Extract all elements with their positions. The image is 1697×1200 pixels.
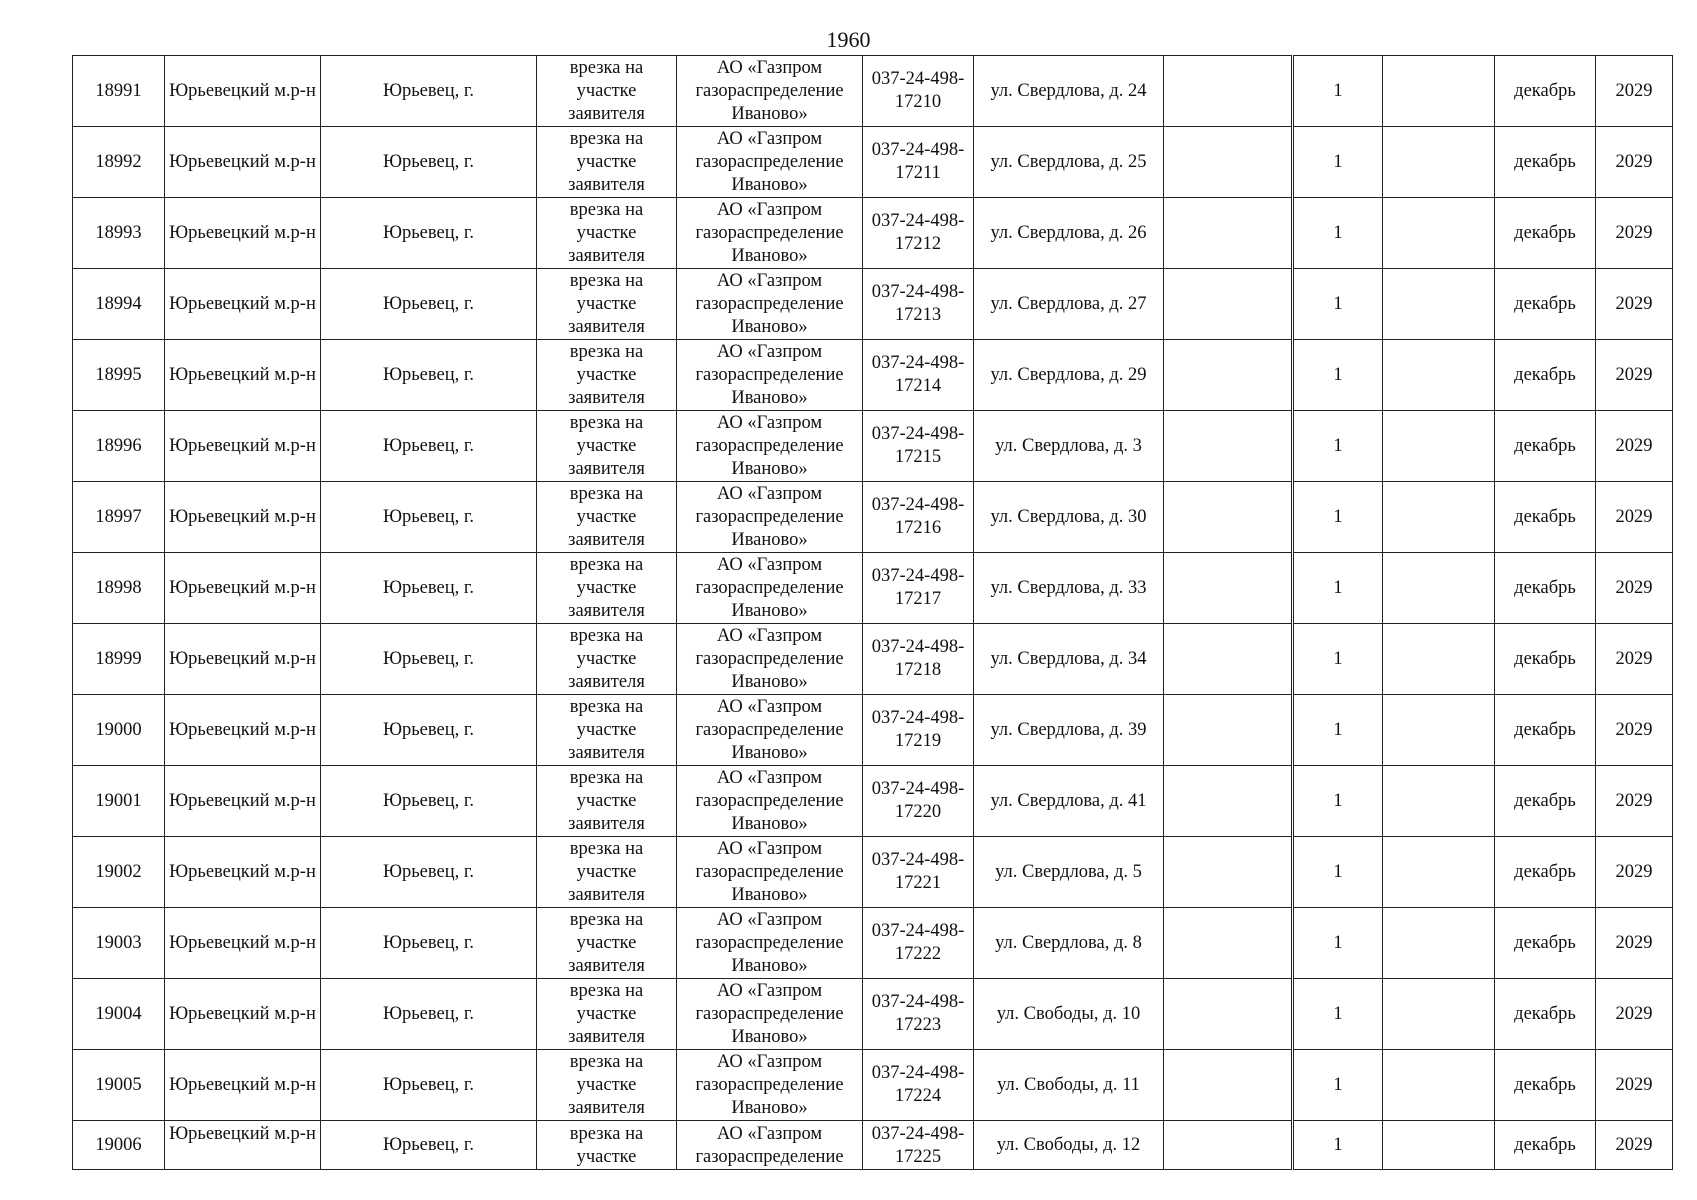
city-cell: Юрьевец, г.: [321, 979, 537, 1050]
object-code-cell: 037-24-498-17218: [863, 624, 974, 695]
year-cell: 2029: [1596, 56, 1673, 127]
quantity-cell: 1: [1294, 340, 1383, 411]
city-cell: Юрьевец, г.: [321, 1121, 537, 1170]
address-cell: ул. Свердлова, д. 29: [974, 340, 1164, 411]
object-code-cell: 037-24-498-17220: [863, 766, 974, 837]
row-number: 19002: [73, 837, 165, 908]
month-cell: декабрь: [1495, 695, 1596, 766]
table-row: [73, 411, 1673, 482]
empty-cell: [1383, 56, 1495, 127]
connection-method-cell: врезка на участке заявителя: [537, 695, 677, 766]
district-cell: Юрьевецкий м.р-н: [165, 908, 321, 979]
quantity-cell: 1: [1294, 482, 1383, 553]
address-cell: ул. Свободы, д. 12: [974, 1121, 1164, 1170]
quantity-cell: 1: [1294, 837, 1383, 908]
district-cell: Юрьевецкий м.р-н: [165, 1050, 321, 1121]
connection-method-cell: врезка на участке заявителя: [537, 411, 677, 482]
empty-cell: [1383, 482, 1495, 553]
city-cell: Юрьевец, г.: [321, 56, 537, 127]
row-number: 19004: [73, 979, 165, 1050]
table-row: [73, 1050, 1673, 1121]
object-code-cell: 037-24-498-17211: [863, 127, 974, 198]
district-cell: Юрьевецкий м.р-н: [165, 1121, 321, 1170]
connection-method-cell: врезка на участке заявителя: [537, 56, 677, 127]
city-cell: Юрьевец, г.: [321, 1050, 537, 1121]
organization-cell: АО «Газпром газораспределение Иваново»: [677, 979, 863, 1050]
city-cell: Юрьевец, г.: [321, 837, 537, 908]
empty-cell: [1164, 1050, 1292, 1121]
row-number: 18993: [73, 198, 165, 269]
connection-method-cell: врезка на участке заявителя: [537, 979, 677, 1050]
table-row: [73, 624, 1673, 695]
object-code-cell: 037-24-498-17224: [863, 1050, 974, 1121]
object-code-cell: 037-24-498-17225: [863, 1121, 974, 1170]
connection-method-cell: врезка на участке заявителя: [537, 340, 677, 411]
address-cell: ул. Свердлова, д. 41: [974, 766, 1164, 837]
empty-cell: [1383, 198, 1495, 269]
district-cell: Юрьевецкий м.р-н: [165, 979, 321, 1050]
table-body: [73, 56, 1673, 1170]
year-cell: 2029: [1596, 837, 1673, 908]
row-number: 18995: [73, 340, 165, 411]
quantity-cell: 1: [1294, 553, 1383, 624]
row-number: 19003: [73, 908, 165, 979]
district-cell: Юрьевецкий м.р-н: [165, 340, 321, 411]
empty-cell: [1164, 908, 1292, 979]
registry-table: [72, 55, 1673, 1170]
object-code-cell: 037-24-498-17221: [863, 837, 974, 908]
empty-cell: [1383, 766, 1495, 837]
address-cell: ул. Свердлова, д. 30: [974, 482, 1164, 553]
city-cell: Юрьевец, г.: [321, 198, 537, 269]
year-cell: 2029: [1596, 269, 1673, 340]
quantity-cell: 1: [1294, 695, 1383, 766]
city-cell: Юрьевец, г.: [321, 127, 537, 198]
district-cell: Юрьевецкий м.р-н: [165, 198, 321, 269]
empty-cell: [1164, 411, 1292, 482]
connection-method-cell: врезка на участке заявителя: [537, 269, 677, 340]
address-cell: ул. Свердлова, д. 24: [974, 56, 1164, 127]
district-cell: Юрьевецкий м.р-н: [165, 411, 321, 482]
row-number: 19000: [73, 695, 165, 766]
empty-cell: [1164, 56, 1292, 127]
city-cell: Юрьевец, г.: [321, 482, 537, 553]
table-row: [73, 198, 1673, 269]
table-row: [73, 482, 1673, 553]
district-cell: Юрьевецкий м.р-н: [165, 127, 321, 198]
empty-cell: [1383, 624, 1495, 695]
city-cell: Юрьевец, г.: [321, 553, 537, 624]
connection-method-cell: врезка на участке заявителя: [537, 1050, 677, 1121]
month-cell: декабрь: [1495, 553, 1596, 624]
table-row: [73, 1121, 1673, 1170]
organization-cell: АО «Газпром газораспределение Иваново»: [677, 411, 863, 482]
row-number: 18994: [73, 269, 165, 340]
empty-cell: [1383, 269, 1495, 340]
city-cell: Юрьевец, г.: [321, 411, 537, 482]
district-cell: Юрьевецкий м.р-н: [165, 624, 321, 695]
empty-cell: [1164, 837, 1292, 908]
connection-method-cell: врезка на участке заявителя: [537, 127, 677, 198]
empty-cell: [1383, 1121, 1495, 1170]
object-code-cell: 037-24-498-17212: [863, 198, 974, 269]
object-code-cell: 037-24-498-17222: [863, 908, 974, 979]
address-cell: ул. Свердлова, д. 39: [974, 695, 1164, 766]
quantity-cell: 1: [1294, 1121, 1383, 1170]
month-cell: декабрь: [1495, 908, 1596, 979]
empty-cell: [1164, 127, 1292, 198]
month-cell: декабрь: [1495, 624, 1596, 695]
year-cell: 2029: [1596, 695, 1673, 766]
quantity-cell: 1: [1294, 766, 1383, 837]
address-cell: ул. Свердлова, д. 34: [974, 624, 1164, 695]
year-cell: 2029: [1596, 1121, 1673, 1170]
empty-cell: [1383, 127, 1495, 198]
organization-cell: АО «Газпром газораспределение Иваново»: [677, 198, 863, 269]
month-cell: декабрь: [1495, 127, 1596, 198]
quantity-cell: 1: [1294, 624, 1383, 695]
row-number: 19005: [73, 1050, 165, 1121]
empty-cell: [1164, 979, 1292, 1050]
empty-cell: [1164, 553, 1292, 624]
quantity-cell: 1: [1294, 1050, 1383, 1121]
connection-method-cell: врезка на участке заявителя: [537, 837, 677, 908]
organization-cell: АО «Газпром газораспределение Иваново»: [677, 624, 863, 695]
district-cell: Юрьевецкий м.р-н: [165, 269, 321, 340]
organization-cell: АО «Газпром газораспределение Иваново»: [677, 766, 863, 837]
quantity-cell: 1: [1294, 127, 1383, 198]
object-code-cell: 037-24-498-17214: [863, 340, 974, 411]
district-cell: Юрьевецкий м.р-н: [165, 553, 321, 624]
year-cell: 2029: [1596, 766, 1673, 837]
organization-cell: АО «Газпром газораспределение Иваново»: [677, 127, 863, 198]
year-cell: 2029: [1596, 340, 1673, 411]
row-number: 18991: [73, 56, 165, 127]
row-number: 18997: [73, 482, 165, 553]
empty-cell: [1164, 269, 1292, 340]
address-cell: ул. Свердлова, д. 5: [974, 837, 1164, 908]
row-number: 18999: [73, 624, 165, 695]
object-code-cell: 037-24-498-17216: [863, 482, 974, 553]
year-cell: 2029: [1596, 198, 1673, 269]
quantity-cell: 1: [1294, 269, 1383, 340]
organization-cell: АО «Газпром газораспределение: [677, 1121, 863, 1170]
city-cell: Юрьевец, г.: [321, 269, 537, 340]
table-row: [73, 127, 1673, 198]
organization-cell: АО «Газпром газораспределение Иваново»: [677, 553, 863, 624]
connection-method-cell: врезка на участке заявителя: [537, 766, 677, 837]
table-row: [73, 979, 1673, 1050]
connection-method-cell: врезка на участке заявителя: [537, 553, 677, 624]
quantity-cell: 1: [1294, 411, 1383, 482]
address-cell: ул. Свердлова, д. 33: [974, 553, 1164, 624]
month-cell: декабрь: [1495, 198, 1596, 269]
page-number: 1960: [826, 27, 871, 52]
table-row: [73, 908, 1673, 979]
city-cell: Юрьевец, г.: [321, 766, 537, 837]
row-number: 19001: [73, 766, 165, 837]
month-cell: декабрь: [1495, 1050, 1596, 1121]
table-row: [73, 553, 1673, 624]
object-code-cell: 037-24-498-17210: [863, 56, 974, 127]
empty-cell: [1164, 482, 1292, 553]
month-cell: декабрь: [1495, 1121, 1596, 1170]
table-row: [73, 269, 1673, 340]
empty-cell: [1164, 695, 1292, 766]
object-code-cell: 037-24-498-17223: [863, 979, 974, 1050]
connection-method-cell: врезка на участке заявителя: [537, 482, 677, 553]
month-cell: декабрь: [1495, 269, 1596, 340]
empty-cell: [1164, 766, 1292, 837]
year-cell: 2029: [1596, 1050, 1673, 1121]
quantity-cell: 1: [1294, 979, 1383, 1050]
address-cell: ул. Свободы, д. 10: [974, 979, 1164, 1050]
month-cell: декабрь: [1495, 979, 1596, 1050]
organization-cell: АО «Газпром газораспределение Иваново»: [677, 56, 863, 127]
empty-cell: [1383, 411, 1495, 482]
month-cell: декабрь: [1495, 837, 1596, 908]
organization-cell: АО «Газпром газораспределение Иваново»: [677, 482, 863, 553]
quantity-cell: 1: [1294, 908, 1383, 979]
address-cell: ул. Свердлова, д. 8: [974, 908, 1164, 979]
month-cell: декабрь: [1495, 482, 1596, 553]
empty-cell: [1383, 553, 1495, 624]
month-cell: декабрь: [1495, 340, 1596, 411]
table-row: [73, 56, 1673, 127]
object-code-cell: 037-24-498-17219: [863, 695, 974, 766]
empty-cell: [1383, 837, 1495, 908]
empty-cell: [1164, 340, 1292, 411]
month-cell: декабрь: [1495, 411, 1596, 482]
address-cell: ул. Свердлова, д. 26: [974, 198, 1164, 269]
year-cell: 2029: [1596, 127, 1673, 198]
object-code-cell: 037-24-498-17215: [863, 411, 974, 482]
empty-cell: [1383, 908, 1495, 979]
table-row: [73, 837, 1673, 908]
district-cell: Юрьевецкий м.р-н: [165, 837, 321, 908]
district-cell: Юрьевецкий м.р-н: [165, 766, 321, 837]
empty-cell: [1383, 340, 1495, 411]
table-row: [73, 695, 1673, 766]
connection-method-cell: врезка на участке заявителя: [537, 624, 677, 695]
organization-cell: АО «Газпром газораспределение Иваново»: [677, 695, 863, 766]
quantity-cell: 1: [1294, 56, 1383, 127]
year-cell: 2029: [1596, 553, 1673, 624]
organization-cell: АО «Газпром газораспределение Иваново»: [677, 340, 863, 411]
address-cell: ул. Свердлова, д. 3: [974, 411, 1164, 482]
district-cell: Юрьевецкий м.р-н: [165, 695, 321, 766]
city-cell: Юрьевец, г.: [321, 908, 537, 979]
empty-cell: [1164, 1121, 1292, 1170]
empty-cell: [1383, 979, 1495, 1050]
district-cell: Юрьевецкий м.р-н: [165, 482, 321, 553]
year-cell: 2029: [1596, 624, 1673, 695]
table-row: [73, 340, 1673, 411]
row-number: 19006: [73, 1121, 165, 1170]
organization-cell: АО «Газпром газораспределение Иваново»: [677, 837, 863, 908]
table-row: [73, 766, 1673, 837]
organization-cell: АО «Газпром газораспределение Иваново»: [677, 908, 863, 979]
year-cell: 2029: [1596, 482, 1673, 553]
address-cell: ул. Свободы, д. 11: [974, 1050, 1164, 1121]
connection-method-cell: врезка на участке: [537, 1121, 677, 1170]
organization-cell: АО «Газпром газораспределение Иваново»: [677, 269, 863, 340]
organization-cell: АО «Газпром газораспределение Иваново»: [677, 1050, 863, 1121]
address-cell: ул. Свердлова, д. 25: [974, 127, 1164, 198]
year-cell: 2029: [1596, 411, 1673, 482]
row-number: 18998: [73, 553, 165, 624]
empty-cell: [1383, 695, 1495, 766]
address-cell: ул. Свердлова, д. 27: [974, 269, 1164, 340]
month-cell: декабрь: [1495, 56, 1596, 127]
row-number: 18992: [73, 127, 165, 198]
quantity-cell: 1: [1294, 198, 1383, 269]
district-cell: Юрьевецкий м.р-н: [165, 56, 321, 127]
year-cell: 2029: [1596, 979, 1673, 1050]
empty-cell: [1164, 198, 1292, 269]
city-cell: Юрьевец, г.: [321, 624, 537, 695]
empty-cell: [1383, 1050, 1495, 1121]
city-cell: Юрьевец, г.: [321, 340, 537, 411]
connection-method-cell: врезка на участке заявителя: [537, 908, 677, 979]
empty-cell: [1164, 624, 1292, 695]
city-cell: Юрьевец, г.: [321, 695, 537, 766]
row-number: 18996: [73, 411, 165, 482]
year-cell: 2029: [1596, 908, 1673, 979]
object-code-cell: 037-24-498-17217: [863, 553, 974, 624]
object-code-cell: 037-24-498-17213: [863, 269, 974, 340]
month-cell: декабрь: [1495, 766, 1596, 837]
connection-method-cell: врезка на участке заявителя: [537, 198, 677, 269]
